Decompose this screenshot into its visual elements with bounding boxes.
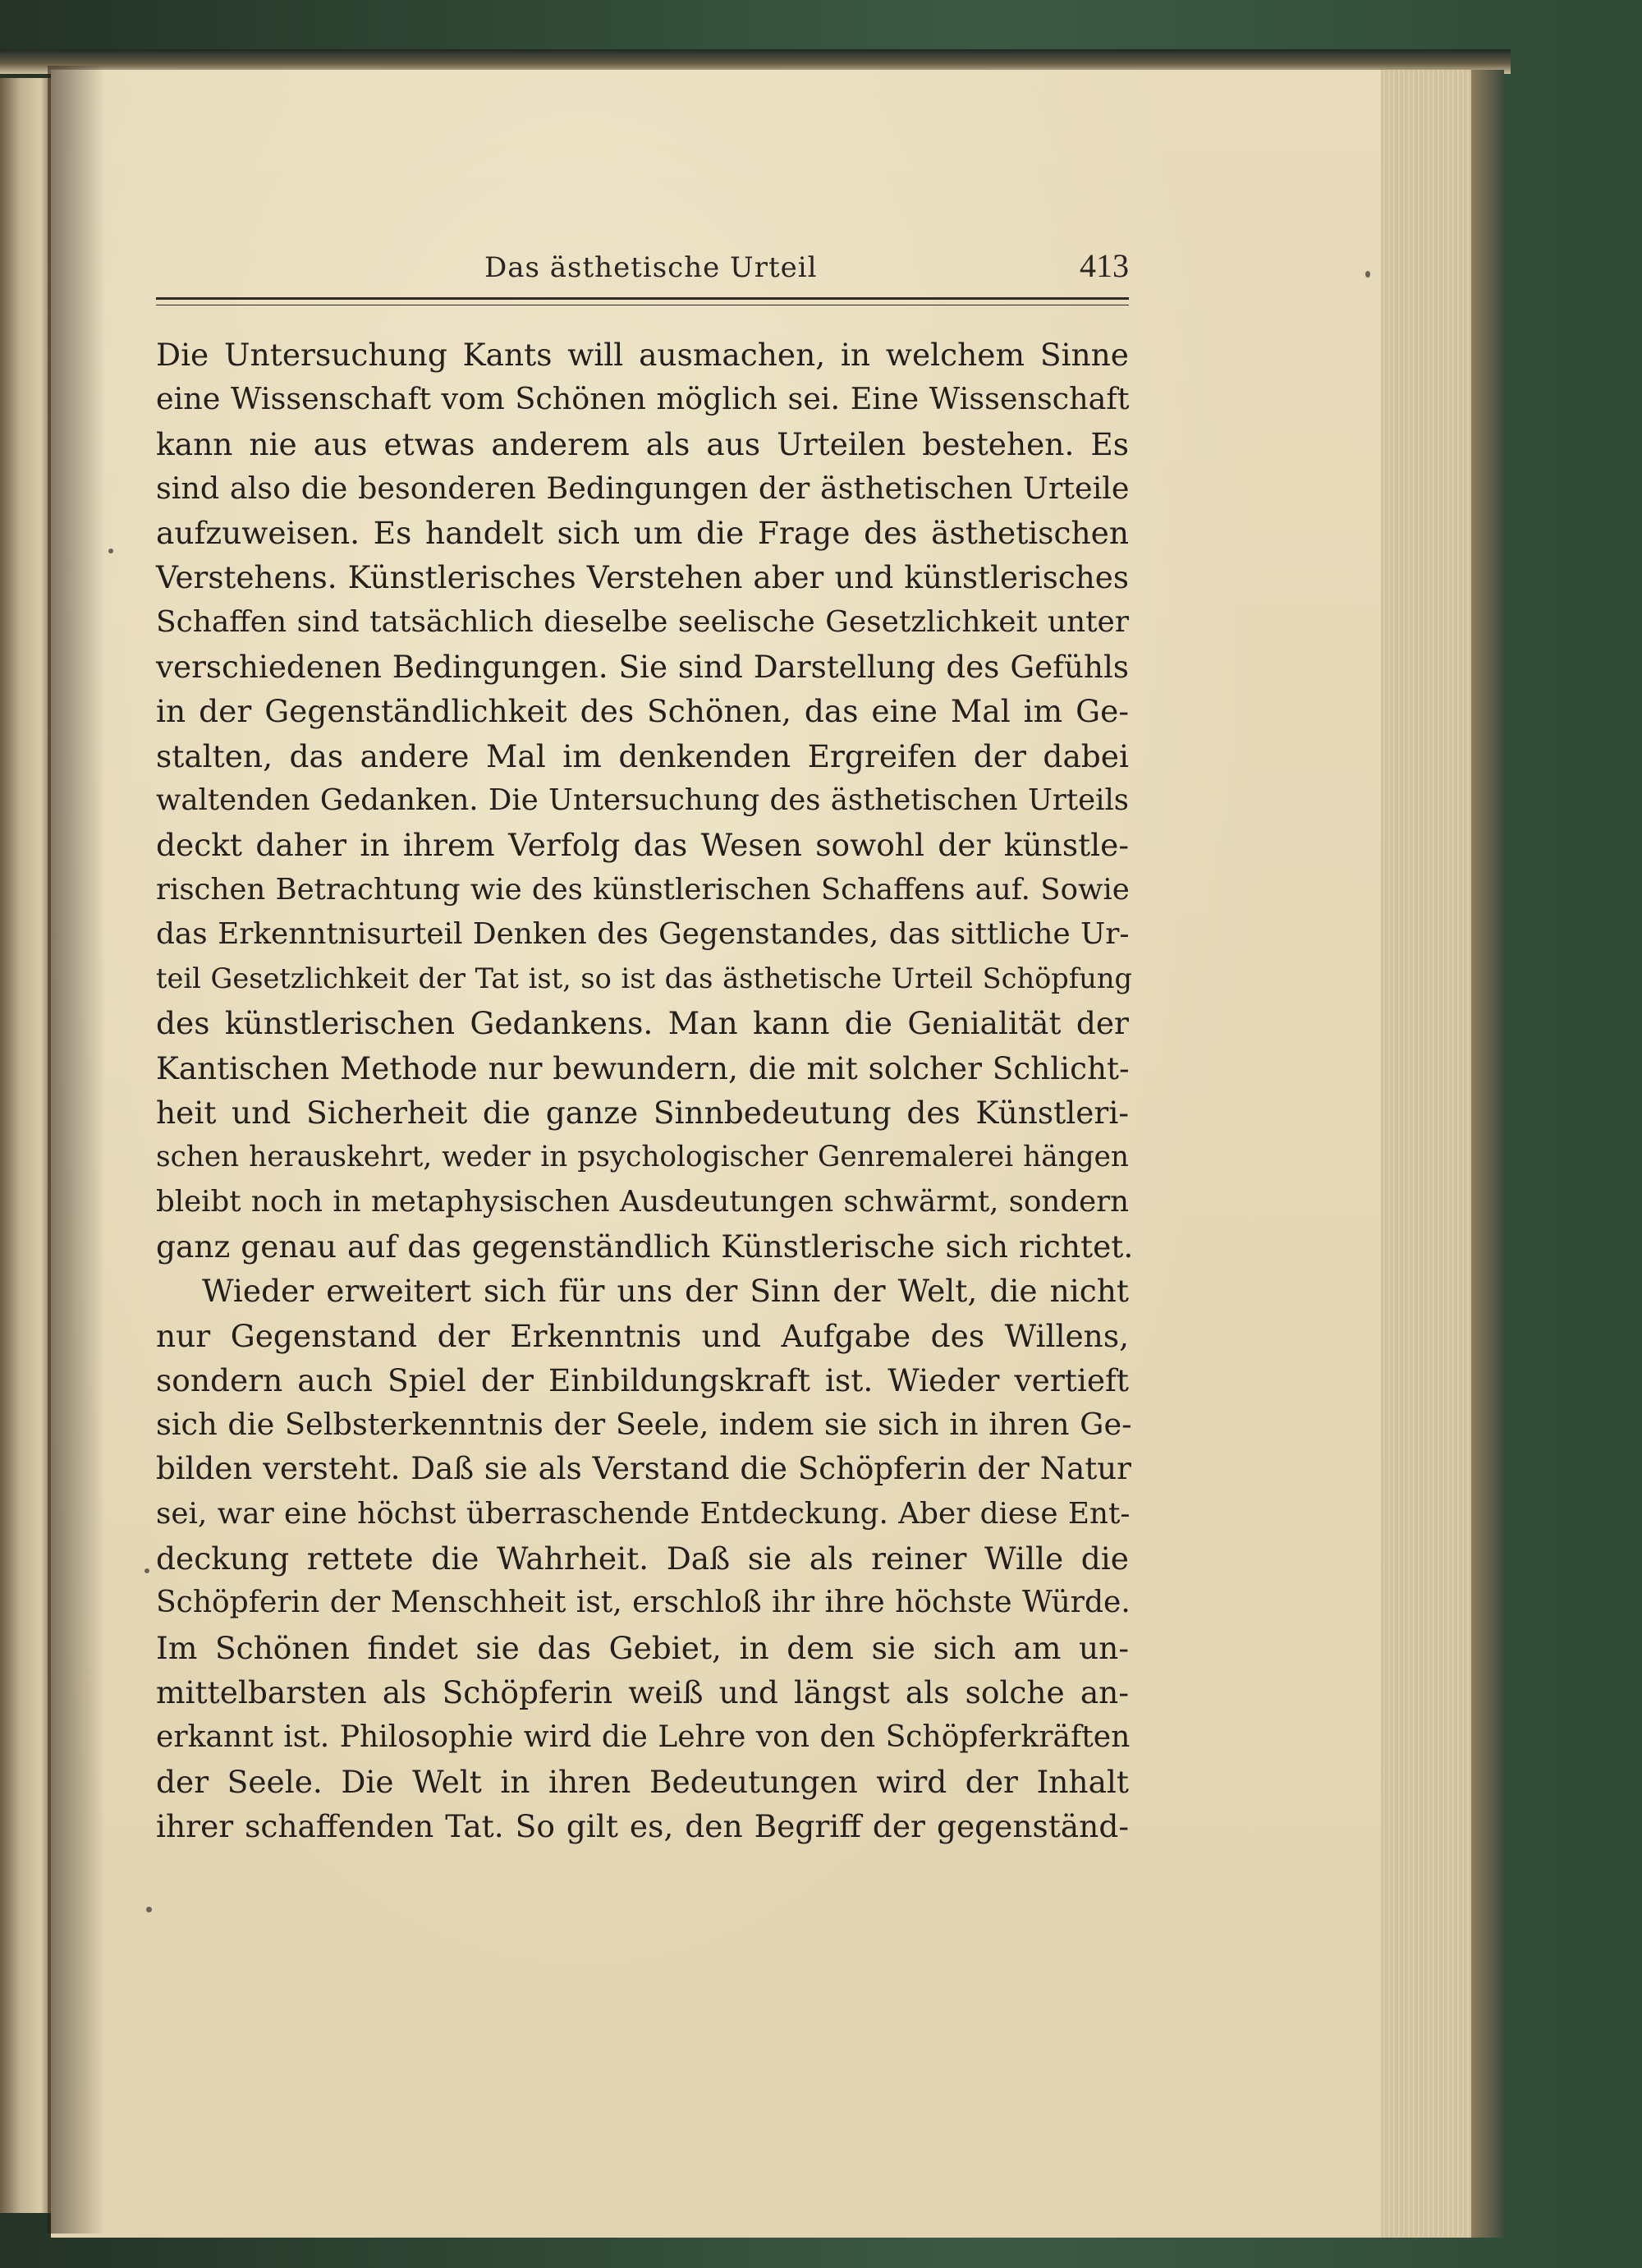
text-line: Schöpferin der Menschheit ist, erschloß ihr ihre höchste Würde. [156, 1586, 1131, 1620]
running-title: Das ästhetische Urteil [484, 251, 818, 284]
running-header [156, 246, 1129, 296]
text-line: heit und Sicherheit die ganze Sinnbedeutung des Künstleri- [156, 1095, 1129, 1132]
fore-edge-shadow [1471, 70, 1504, 2238]
body-text [156, 333, 1134, 1848]
text-line: ganz genau auf das gegenständlich Künstlerische sich richtet. [156, 1228, 1134, 1265]
paper-speck [108, 549, 113, 553]
text-line: mittelbarsten als Schöpferin weiß und längst als solche an- [156, 1673, 1129, 1710]
left-page-sliver [0, 78, 51, 2213]
text-line: waltenden Gedanken. Die Untersuchung des ästhetischen Urteils [156, 783, 1129, 817]
text-line: verschiedenen Bedingungen. Sie sind Darstellung des Gefühls [156, 649, 1129, 686]
text-line: Wieder erweitert sich für uns der Sinn der Welt, die nicht [202, 1273, 1129, 1310]
text-line: in der Gegenständlichkeit des Schönen, das eine Mal im Ge- [156, 693, 1129, 730]
header-rule [156, 297, 1129, 305]
gutter-shadow [48, 66, 105, 2234]
paper-speck [146, 1907, 152, 1912]
text-line: der Seele. Die Welt in ihren Bedeutungen wird der Inhalt [156, 1763, 1129, 1800]
text-line: aufzuweisen. Es handelt sich um die Frage des ästhetischen [156, 515, 1129, 552]
text-line: Im Schönen findet sie das Gebiet, in dem sie sich am un- [156, 1629, 1129, 1666]
text-line: ihrer schaffenden Tat. So gilt es, den Begriff der gegenständ- [156, 1807, 1129, 1844]
text-line: Kantischen Methode nur bewundern, die mit solcher Schlicht- [156, 1049, 1130, 1086]
text-line: nur Gegenstand der Erkenntnis und Aufgabe des Willens, [156, 1317, 1129, 1354]
text-line: sondern auch Spiel der Einbildungskraft ist. Wieder vertieft [156, 1361, 1129, 1398]
text-line: erkannt ist. Philosophie wird die Lehre von den Schöpferkräften [156, 1719, 1131, 1755]
text-line: des künstlerischen Gedankens. Man kann die Genialität der [156, 1005, 1129, 1042]
page-number: 413 [1080, 247, 1129, 284]
text-line: Die Untersuchung Kants will ausmachen, in welchem Sinne [156, 337, 1129, 373]
paper-speck [1365, 271, 1370, 278]
text-line: eine Wissenschaft vom Schönen möglich sei. Eine Wissenschaft [156, 381, 1130, 417]
text-line: deckt daher in ihrem Verfolg das Wesen sowohl der künstle- [156, 827, 1129, 864]
text-line: bilden versteht. Daß sie als Verstand die Schöpferin der Natur [156, 1451, 1131, 1487]
page-fore-edge [1381, 70, 1471, 2238]
text-line: sich die Selbsterkenntnis der Seele, indem sie sich in ihren Ge- [156, 1407, 1132, 1443]
text-line: sei, war eine höchst überraschende Entdeckung. Aber diese Ent- [156, 1496, 1131, 1531]
paper-speck [144, 1568, 149, 1573]
text-line: deckung rettete die Wahrheit. Daß sie als reiner Wille die [156, 1540, 1129, 1577]
text-line: das Erkenntnisurteil Denken des Gegenstandes, das sittliche Ur- [156, 916, 1130, 951]
text-line: Schaffen sind tatsächlich dieselbe seelische Gesetzlichkeit unter [156, 604, 1129, 639]
text-line: sind also die besonderen Bedingungen der ästhetischen Urteile [156, 470, 1130, 506]
text-line: rischen Betrachtung wie des künstlerischen Schaffens auf. Sowie [156, 872, 1130, 907]
text-line: stalten, das andere Mal im denkenden Ergreifen der dabei [156, 737, 1129, 774]
text-line: teil Gesetzlichkeit der Tat ist, so ist das ästhetische Urteil Schöpfung [156, 962, 1132, 995]
text-line: schen herauskehrt, weder in psychologischer Genremalerei hängen [156, 1141, 1129, 1174]
text-line: kann nie aus etwas anderem als aus Urteilen bestehen. Es [156, 425, 1129, 462]
text-line: Verstehens. Künstlerisches Verstehen aber und künstlerisches [156, 559, 1129, 596]
text-line: bleibt noch in metaphysischen Ausdeutungen schwärmt, sondern [156, 1184, 1129, 1219]
